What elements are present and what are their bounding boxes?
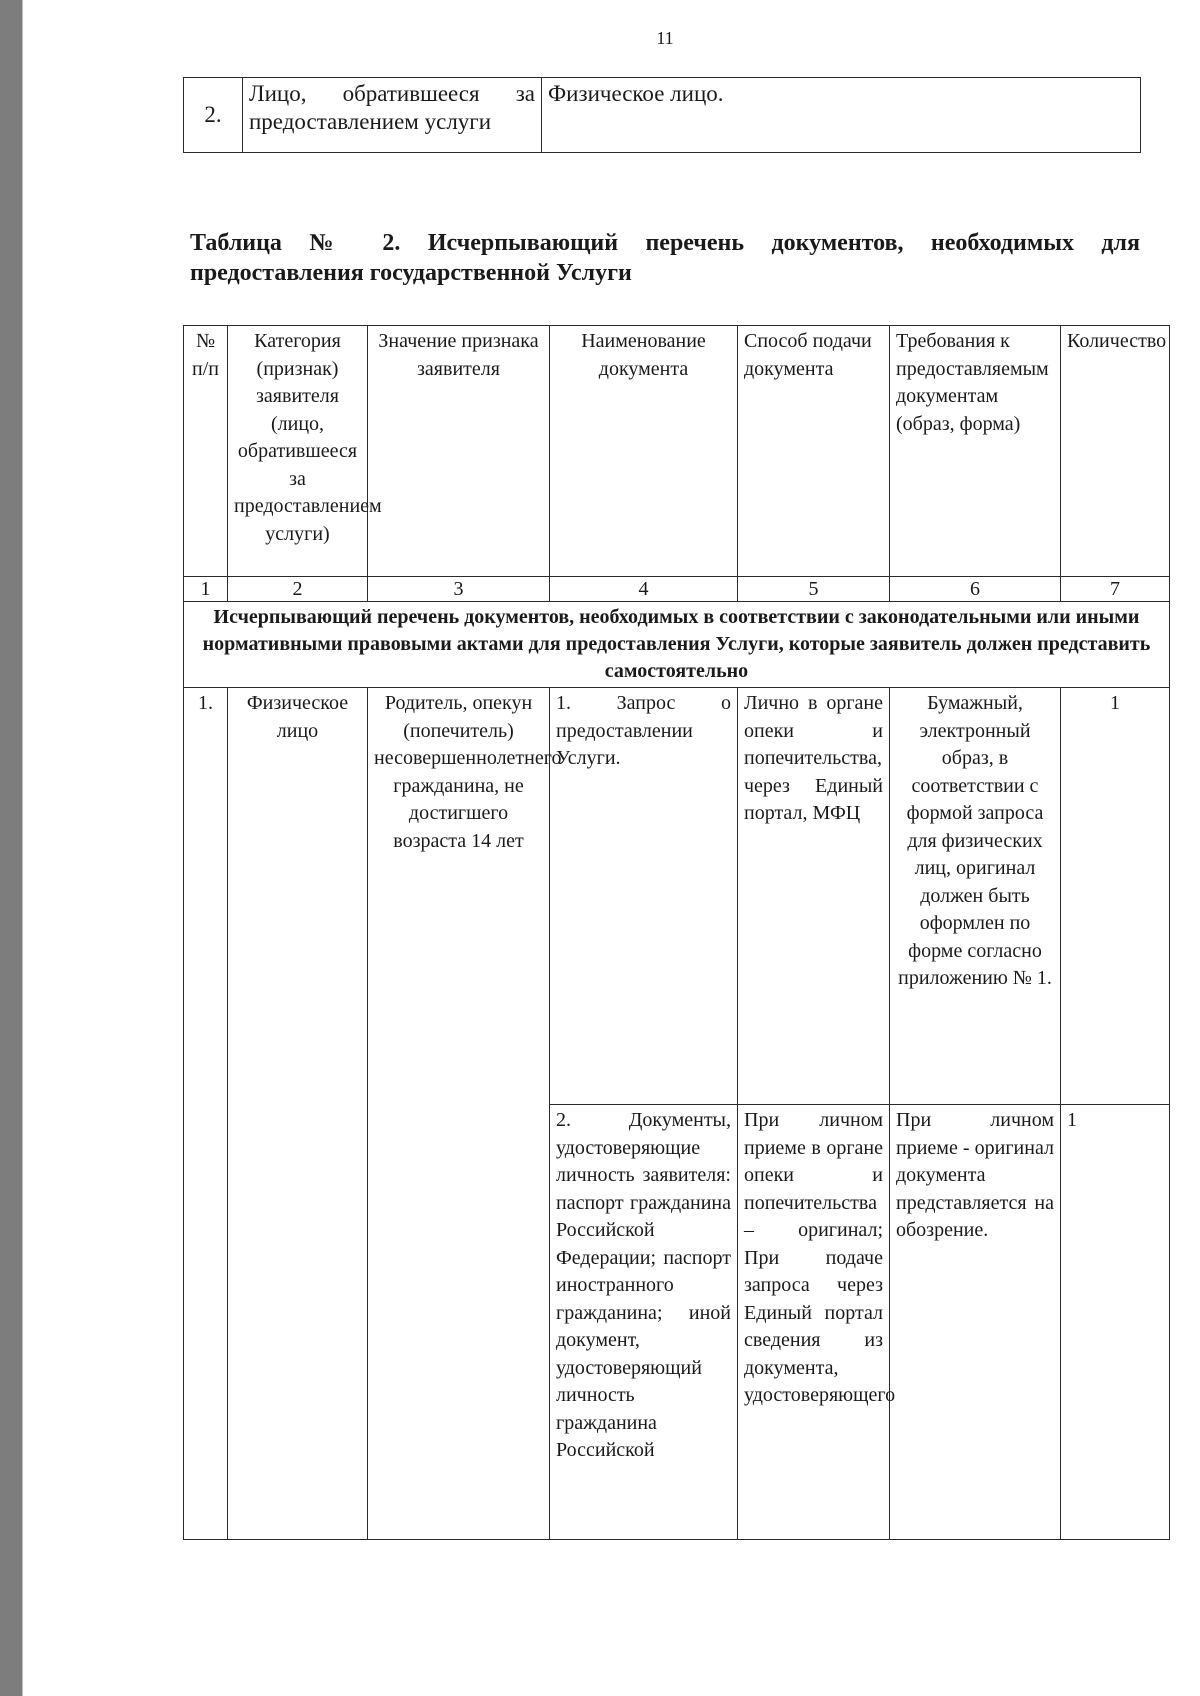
column-number: 1 xyxy=(184,577,228,602)
row-value: Физическое лицо. xyxy=(542,78,1141,153)
header-row xyxy=(184,326,1170,577)
submission-method: При личном приеме в органе опеки и попечительства – оригинал; При подаче запроса через Единый портал сведения из документа, удостоверяющего xyxy=(738,1105,890,1540)
column-number: 5 xyxy=(738,577,890,602)
header-quantity: Количество xyxy=(1061,326,1170,577)
header-num: № п/п xyxy=(184,326,228,577)
document-requirements: Бумажный, электронный образ, в соответствии с формой запроса для физических лиц, оригинал должен быть оформлен по форме согласно приложению № 1. xyxy=(890,688,1061,1105)
column-number: 3 xyxy=(368,577,550,602)
column-number-row xyxy=(184,577,1170,602)
header-requirements: Требования к предоставляемым документам (образ, форма) xyxy=(890,326,1061,577)
page-edge xyxy=(22,0,23,1696)
column-number: 6 xyxy=(890,577,1061,602)
column-number: 2 xyxy=(228,577,368,602)
applicant-sign-value: Родитель, опекун (попечитель) несовершеннолетнего гражданина, не достигшего возраста 14 лет xyxy=(368,688,550,1540)
document-name: 1. Запрос о предоставлении Услуги. xyxy=(550,688,738,1105)
row-number: 1. xyxy=(184,688,228,1540)
section-heading: Исчерпывающий перечень документов, необходимых в соответствии с законодательными или иными нормативными правовыми актами для предоставления Услуги, которые заявитель должен представить самостоятельно xyxy=(184,602,1170,688)
column-number: 4 xyxy=(550,577,738,602)
table-title: Таблица № 2. Исчерпывающий перечень документов, необходимых для предоставления государственной Услуги xyxy=(190,230,1140,286)
submission-method: Лично в органе опеки и попечительства, через Единый портал, МФЦ xyxy=(738,688,890,1105)
header-document-name: Наименование документа xyxy=(550,326,738,577)
row-number: 2. xyxy=(184,78,243,153)
table-row xyxy=(184,78,1141,153)
page-number: 11 xyxy=(656,28,674,48)
section-heading-row xyxy=(184,602,1170,688)
document-quantity: 1 xyxy=(1061,688,1170,1105)
document-quantity: 1 xyxy=(1061,1105,1170,1540)
row-label: Лицо, обратившееся за предоставлением услуги xyxy=(243,78,542,153)
applicant-category: Физическое лицо xyxy=(228,688,368,1540)
column-number: 7 xyxy=(1061,577,1170,602)
header-sign-value: Значение признака заявителя xyxy=(368,326,550,577)
header-submission-method: Способ подачи документа xyxy=(738,326,890,577)
table-row xyxy=(184,688,1170,1105)
document-requirements: При личном приеме - оригинал документа представляется на обозрение. xyxy=(890,1105,1061,1540)
document-name: 2. Документы, удостоверяющие личность заявителя: паспорт гражданина Российской Федерации; паспорт иностранного гражданина; иной документ, удостоверяющий личность гражданина Российской xyxy=(550,1105,738,1540)
header-category: Категория (признак) заявителя (лицо, обратившееся за предоставлением услуги) xyxy=(228,326,368,577)
documents-table xyxy=(183,325,1170,1540)
applicant-table xyxy=(183,77,1141,153)
scan-left-border xyxy=(0,0,22,1696)
